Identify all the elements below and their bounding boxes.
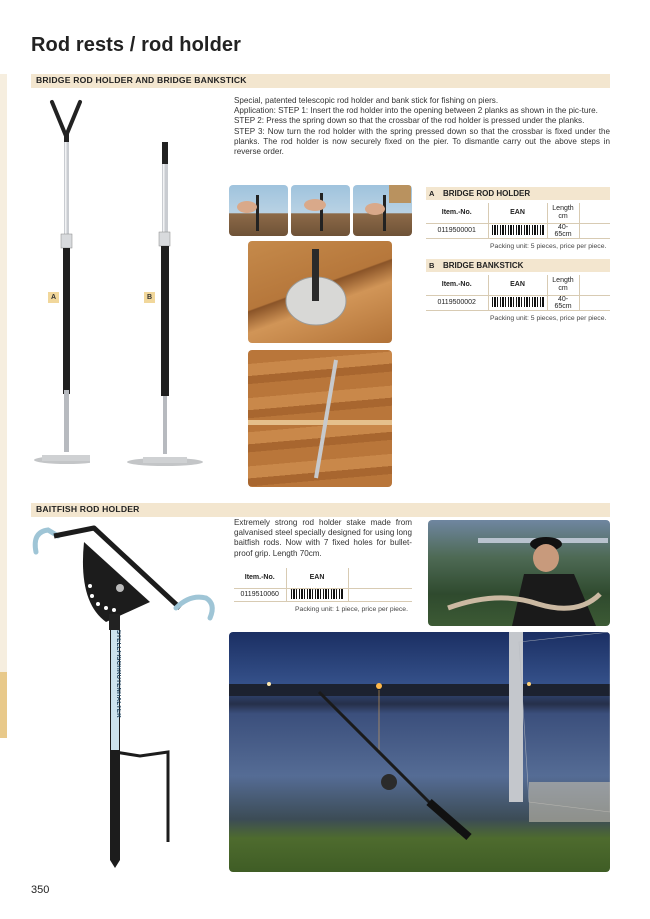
table-row <box>426 295 610 310</box>
baitfish-rod-holder-illustration <box>30 522 220 870</box>
ean-barcode <box>488 223 547 238</box>
baitfish-table <box>234 568 412 602</box>
length-value: 40-65cm <box>547 223 579 238</box>
col-item-no: Item.-No. <box>234 568 286 588</box>
length-value: 40-65cm <box>547 295 579 310</box>
table-row <box>234 588 412 601</box>
col-ean: EAN <box>488 203 547 223</box>
product-label-a: A <box>48 292 59 303</box>
bridge-description-line: STEP 3: Now turn the rod holder with the spring pressed down so that the crossbar is fixed under the planks. The rod holder is now securely fixed on the pier. To dismantle carry out the above steps in reverse order. <box>234 126 610 157</box>
baitfish-section-header <box>31 503 610 517</box>
product-b-title: BRIDGE BANKSTICK <box>443 261 524 270</box>
bridge-description-line: Special, patented telescopic rod holder and bank stick for fishing on piers. <box>234 96 499 105</box>
bridge-section-heading: BRIDGE ROD HOLDER AND BRIDGE BANKSTICK <box>36 75 247 85</box>
ean-barcode <box>488 295 547 310</box>
col-item-no: Item.-No. <box>426 203 488 223</box>
bridge-description-line: Application: STEP 1: Insert the rod holder into the opening between 2 planks as shown in the pic-ture. <box>234 106 598 116</box>
step-3-photo <box>353 185 412 236</box>
col-ean: EAN <box>488 275 547 295</box>
bridge-bankstick-illustration <box>125 140 205 470</box>
page-title: Rod rests / rod holder <box>31 34 242 56</box>
ean-barcode <box>286 588 348 601</box>
product-b-badge: B <box>429 261 435 270</box>
angler-with-eel-photo <box>428 520 610 626</box>
product-print-text: STELLFISCHRUTENHALTER <box>115 630 121 718</box>
item-number: 0119510060 <box>234 588 286 601</box>
step-1-photo <box>229 185 288 236</box>
product-a-badge: A <box>429 189 435 198</box>
chapter-tab <box>0 672 7 738</box>
step-2-photo <box>291 185 350 236</box>
col-item-no: Item.-No. <box>426 275 488 295</box>
item-number: 0119500001 <box>426 223 488 238</box>
bridge-description-line: STEP 2: Press the spring down so that the crossbar of the rod holder is pressed under the planks. <box>234 116 585 126</box>
product-b-packing: Packing unit: 5 pieces, price per piece. <box>490 315 607 322</box>
product-a-title: BRIDGE ROD HOLDER <box>443 189 531 198</box>
baitfish-packing: Packing unit: 1 piece, price per piece. <box>295 606 408 613</box>
bridge-rod-holder-illustration <box>30 98 90 470</box>
bridge-section-header <box>31 74 610 88</box>
table-row <box>426 223 610 238</box>
product-a-table <box>426 203 610 239</box>
night-fishing-photo <box>229 632 610 872</box>
product-b-table <box>426 275 610 311</box>
item-number: 0119500002 <box>426 295 488 310</box>
col-ean: EAN <box>286 568 348 588</box>
product-a-packing: Packing unit: 5 pieces, price per piece. <box>490 243 607 250</box>
bridge-description <box>234 96 610 157</box>
page-number: 350 <box>31 884 50 896</box>
product-label-b: B <box>144 292 155 303</box>
pier-mounted-photo <box>248 241 392 343</box>
left-margin-strip <box>0 74 7 672</box>
col-length: Length cm <box>547 275 579 295</box>
baitfish-description: Extremely strong rod holder stake made from galvanised steel specially designed for using long baitfish rods. Now with 7 fixed holes for bullet-proof grip. Length 70cm. <box>234 518 412 558</box>
col-length: Length cm <box>547 203 579 223</box>
product-a-header <box>426 187 610 200</box>
baitfish-section-heading: BAITFISH ROD HOLDER <box>36 504 140 514</box>
pier-underside-photo <box>248 350 392 487</box>
product-b-header <box>426 259 610 272</box>
